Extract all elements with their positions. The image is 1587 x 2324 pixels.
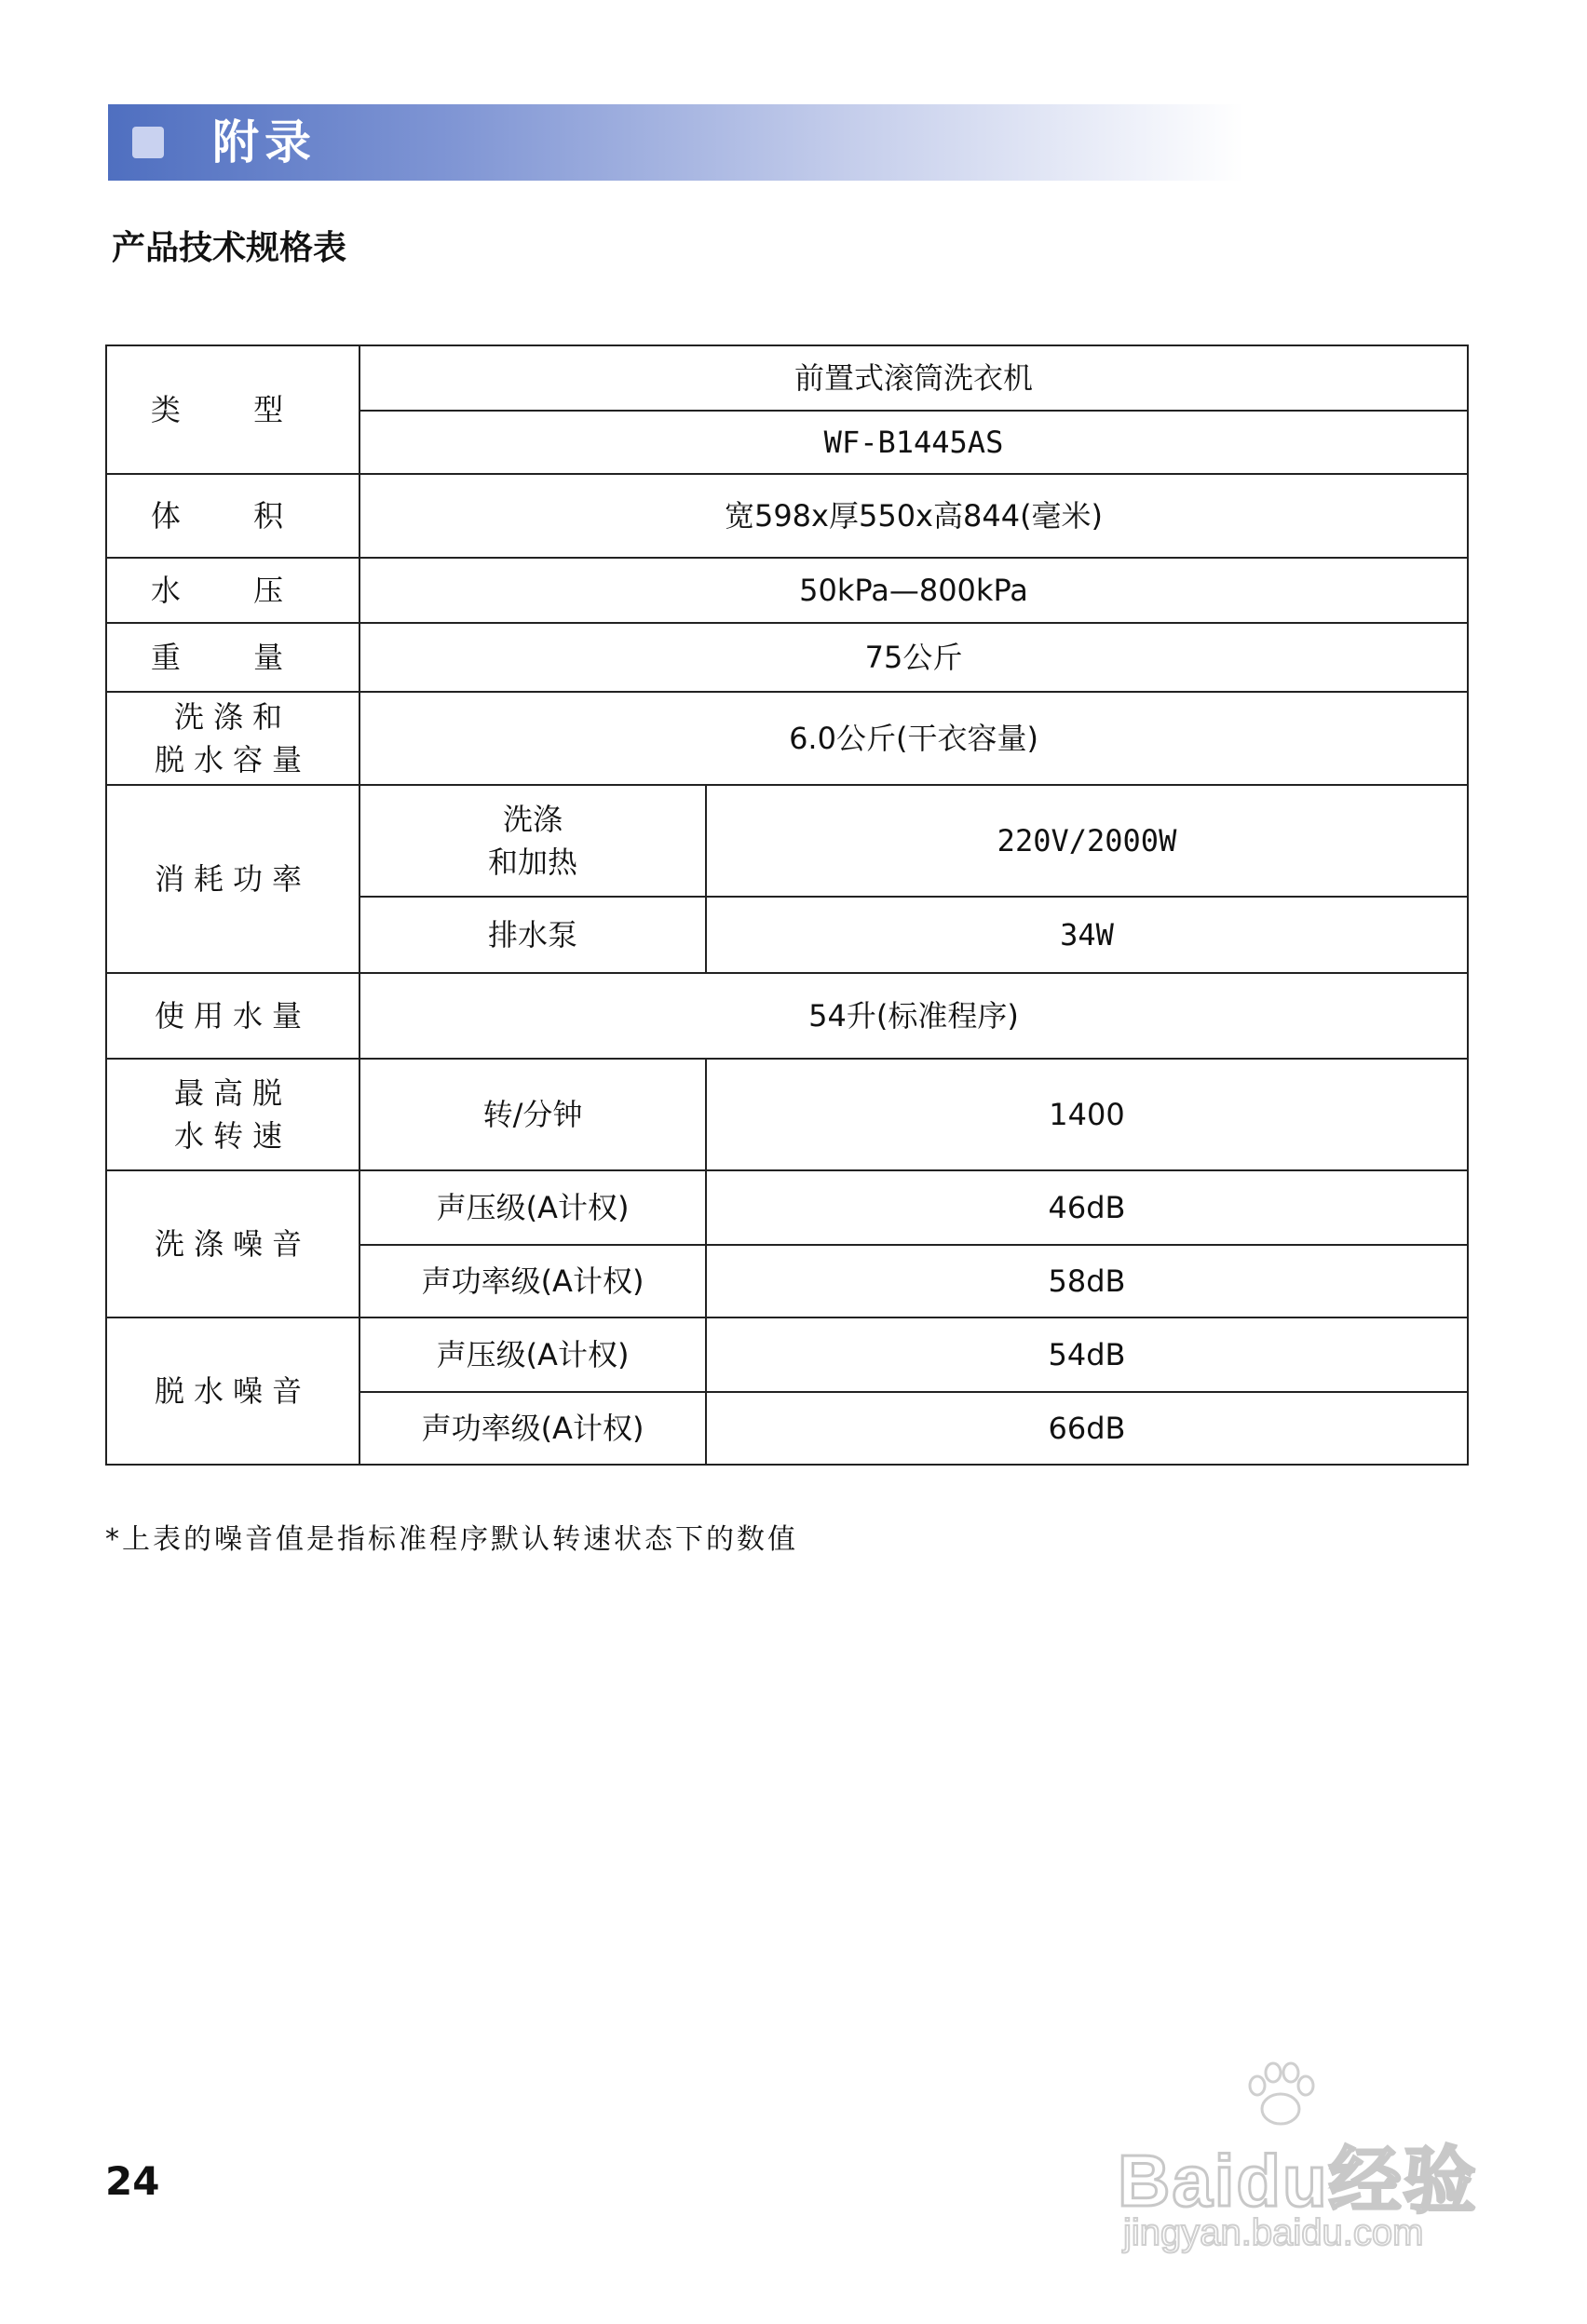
spec-table xyxy=(105,345,1469,1466)
spin-noise-swl-value: 66dB xyxy=(706,1392,1468,1465)
spin-noise-label: 脱水噪音 xyxy=(106,1317,359,1465)
page-number: 24 xyxy=(105,2158,160,2204)
power-label: 消耗功率 xyxy=(106,785,359,973)
table-row xyxy=(106,474,1468,558)
water-label: 使用水量 xyxy=(106,973,359,1059)
power-wash-value: 220V/2000W xyxy=(706,785,1468,897)
spin-noise-spl-value: 54dB xyxy=(706,1317,1468,1392)
spin-label-line-2: 水转速 xyxy=(173,1118,292,1154)
spin-value: 1400 xyxy=(706,1059,1468,1170)
spin-noise-swl-label: 声功率级(A计权) xyxy=(359,1392,706,1465)
power-pump-value: 34W xyxy=(706,897,1468,973)
wash-noise-spl-label: 声压级(A计权) xyxy=(359,1170,706,1245)
spin-unit: 转/分钟 xyxy=(359,1059,706,1170)
table-row xyxy=(106,1059,1468,1170)
spin-noise-spl-label: 声压级(A计权) xyxy=(359,1317,706,1392)
capacity-label-line-1: 洗涤和 xyxy=(173,699,292,735)
capacity-label xyxy=(106,692,359,785)
table-row xyxy=(106,785,1468,897)
paw-icon xyxy=(1239,2058,1322,2132)
section-title: 附录 xyxy=(212,115,317,169)
watermark-brand: Baidu经验 xyxy=(1118,2140,1478,2222)
spin-label xyxy=(106,1059,359,1170)
type-label: 类 型 xyxy=(106,345,359,474)
power-wash-label xyxy=(359,785,706,897)
type-value: 前置式滚筒洗衣机 xyxy=(359,345,1468,411)
table-row xyxy=(106,1317,1468,1392)
table-row xyxy=(106,973,1468,1059)
power-pump-label: 排水泵 xyxy=(359,897,706,973)
spin-label-line-1: 最高脱 xyxy=(173,1075,292,1111)
section-header xyxy=(108,104,1244,181)
capacity-label-line-2: 脱水容量 xyxy=(154,742,311,777)
wash-noise-swl-value: 58dB xyxy=(706,1245,1468,1317)
model-value: WF-B1445AS xyxy=(359,411,1468,474)
wash-noise-label: 洗涤噪音 xyxy=(106,1170,359,1317)
table-row xyxy=(106,345,1468,411)
wash-noise-spl-value: 46dB xyxy=(706,1170,1468,1245)
weight-label: 重 量 xyxy=(106,623,359,692)
pressure-value: 50kPa—800kPa xyxy=(359,558,1468,623)
watermark-url: jingyan.baidu.com xyxy=(1123,2212,1424,2253)
wash-noise-swl-label: 声功率级(A计权) xyxy=(359,1245,706,1317)
capacity-value: 6.0公斤(干衣容量) xyxy=(359,692,1468,785)
weight-value: 75公斤 xyxy=(359,623,1468,692)
baidu-watermark xyxy=(1099,2058,1490,2263)
square-bullet-icon xyxy=(132,127,164,158)
water-value: 54升(标准程序) xyxy=(359,973,1468,1059)
table-row xyxy=(106,1170,1468,1245)
table-row xyxy=(106,623,1468,692)
volume-label: 体 积 xyxy=(106,474,359,558)
footnote: *上表的噪音值是指标准程序默认转速状态下的数值 xyxy=(105,1523,798,1556)
spec-table-title: 产品技术规格表 xyxy=(112,229,347,267)
power-wash-label-line-2: 和加热 xyxy=(487,844,577,880)
pressure-label: 水 压 xyxy=(106,558,359,623)
power-wash-label-line-1: 洗涤 xyxy=(502,802,563,837)
table-row xyxy=(106,692,1468,785)
table-row xyxy=(106,558,1468,623)
volume-value: 宽598x厚550x高844(毫米) xyxy=(359,474,1468,558)
